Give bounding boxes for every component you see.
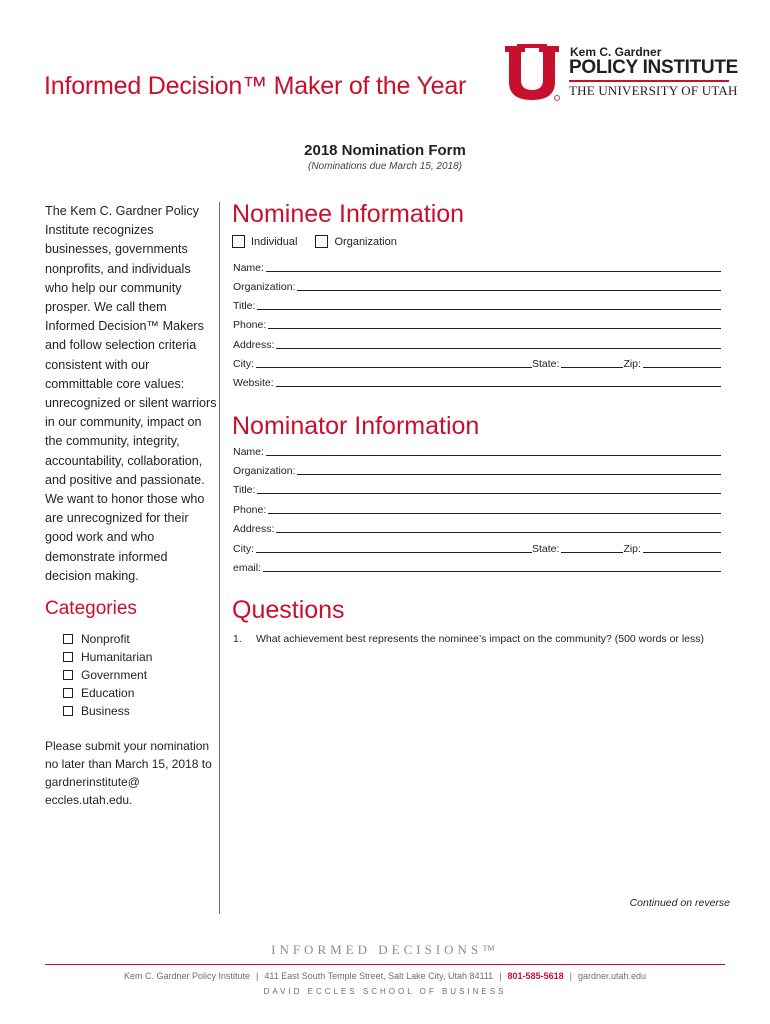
city-line[interactable] <box>256 357 532 368</box>
footer-contact <box>0 971 770 981</box>
nominee-heading: Nominee Information <box>232 200 465 228</box>
field-label: Zip: <box>623 358 641 370</box>
field-label: State: <box>532 358 560 370</box>
field-label: Title: <box>233 300 256 312</box>
category-nonprofit[interactable] <box>63 630 152 648</box>
field-line[interactable] <box>276 376 721 387</box>
checkbox-icon[interactable] <box>63 652 73 662</box>
field-line[interactable] <box>263 561 721 572</box>
nominator-phone-field[interactable] <box>233 502 721 516</box>
individual-label: Individual <box>251 235 298 248</box>
footer-brand: INFORMED DECISIONS™ <box>271 942 499 957</box>
page-title: Informed Decision™ Maker of the Year <box>44 72 467 100</box>
field-line[interactable] <box>276 338 721 349</box>
question-number: 1. <box>233 633 242 645</box>
organization-checkbox[interactable] <box>315 235 328 248</box>
logo-kem-gardner: Kem C. Gardner <box>570 45 662 59</box>
policy-institute-logo <box>503 44 739 104</box>
footer-address: 411 East South Temple Street, Salt Lake City, Utah 84111 <box>264 971 494 981</box>
questions-heading: Questions <box>232 596 345 624</box>
state-line[interactable] <box>561 542 623 553</box>
nominator-heading: Nominator Information <box>232 412 480 440</box>
categories-heading: Categories <box>45 598 137 619</box>
field-label: Address: <box>233 523 275 535</box>
field-line[interactable] <box>276 522 721 533</box>
field-label: Name: <box>233 446 264 458</box>
logo-university: THE UNIVERSITY OF UTAH <box>569 83 738 98</box>
intro-text: The Kem C. Gardner Policy Institute recognizes businesses, governments nonprofits, and individuals who help our community prosper. We call them Informed Decision™ Makers and follow selection criteria consistent with our committable core values: unrecognized or silent warriors in our community, impact on the community, integrity, accountability, collaboration, and positive and passionate. We want to honor those who are unrecognized for their good work and who demonstrate informed decision making. <box>45 204 217 583</box>
nominee-website-field[interactable] <box>233 375 721 389</box>
field-line[interactable] <box>297 280 721 291</box>
nominee-phone-field[interactable] <box>233 317 721 331</box>
nominee-city-state-zip-field[interactable] <box>233 356 721 370</box>
logo-divider <box>569 80 729 82</box>
category-label: Government <box>81 668 148 682</box>
nominator-city-state-zip-field[interactable] <box>233 541 721 555</box>
nominee-address-field[interactable] <box>233 337 721 351</box>
field-label: City: <box>233 358 254 370</box>
individual-checkbox[interactable] <box>232 235 245 248</box>
zip-line[interactable] <box>643 357 721 368</box>
categories-list <box>63 630 152 720</box>
university-u-logo-icon <box>503 44 561 102</box>
category-government[interactable] <box>63 666 152 684</box>
footer-separator: | <box>499 971 502 981</box>
field-label: Name: <box>233 262 264 274</box>
question-1 <box>233 633 704 645</box>
footer-org: Kem C. Gardner Policy Institute <box>123 971 251 981</box>
field-line[interactable] <box>257 299 721 310</box>
field-label: Phone: <box>233 319 267 331</box>
nominator-name-field[interactable] <box>233 444 721 458</box>
category-label: Humanitarian <box>81 650 153 664</box>
nominee-name-field[interactable] <box>233 260 721 274</box>
nominator-email-field[interactable] <box>233 560 721 574</box>
continued-note: Continued on reverse <box>629 897 730 909</box>
nominee-type-row <box>232 235 397 248</box>
category-label: Nonprofit <box>81 632 130 646</box>
nominee-title-field[interactable] <box>233 298 721 312</box>
nominee-organization-field[interactable] <box>233 279 721 293</box>
state-line[interactable] <box>561 357 623 368</box>
checkbox-icon[interactable] <box>63 670 73 680</box>
field-label: email: <box>233 562 262 574</box>
organization-label: Organization <box>334 235 397 248</box>
field-line[interactable] <box>268 503 721 514</box>
footer-divider <box>45 964 725 965</box>
field-line[interactable] <box>297 464 721 475</box>
category-business[interactable] <box>63 702 152 720</box>
city-line[interactable] <box>256 542 532 553</box>
category-label: Business <box>81 704 130 718</box>
zip-line[interactable] <box>643 542 721 553</box>
footer-separator: | <box>569 971 572 981</box>
checkbox-icon[interactable] <box>63 706 73 716</box>
submit-note: Please submit your nomination no later than March 15, 2018 to gardnerinstitute@ eccles.utah.edu. <box>45 739 212 807</box>
footer-school: DAVID ECCLES SCHOOL OF BUSINESS <box>263 987 507 996</box>
footer-website[interactable]: gardner.utah.edu <box>577 971 647 981</box>
field-label: Address: <box>233 339 275 351</box>
checkbox-icon[interactable] <box>63 688 73 698</box>
field-label: Title: <box>233 484 256 496</box>
checkbox-icon[interactable] <box>63 634 73 644</box>
nominator-address-field[interactable] <box>233 521 721 535</box>
field-label: City: <box>233 543 254 555</box>
field-label: Phone: <box>233 504 267 516</box>
logo-policy-institute: POLICY INSTITUTE <box>569 57 739 78</box>
nominator-organization-field[interactable] <box>233 463 721 477</box>
field-line[interactable] <box>268 318 721 329</box>
field-label: Zip: <box>623 543 641 555</box>
category-label: Education <box>81 686 135 700</box>
nominator-title-field[interactable] <box>233 482 721 496</box>
field-line[interactable] <box>266 445 721 456</box>
field-label: Organization: <box>233 281 296 293</box>
field-line[interactable] <box>266 261 721 272</box>
footer-phone: 801-585-5618 <box>507 971 564 981</box>
field-label: State: <box>532 543 560 555</box>
category-humanitarian[interactable] <box>63 648 152 666</box>
footer-separator: | <box>256 971 259 981</box>
field-line[interactable] <box>257 483 721 494</box>
column-divider <box>219 202 220 914</box>
field-label: Website: <box>233 377 274 389</box>
question-text: What achievement best represents the nominee’s impact on the community? (500 words or less) <box>256 633 705 645</box>
form-subtitle: (Nominations due March 15, 2018) <box>308 161 462 172</box>
field-label: Organization: <box>233 465 296 477</box>
category-education[interactable] <box>63 684 152 702</box>
form-title: 2018 Nomination Form <box>304 142 466 159</box>
